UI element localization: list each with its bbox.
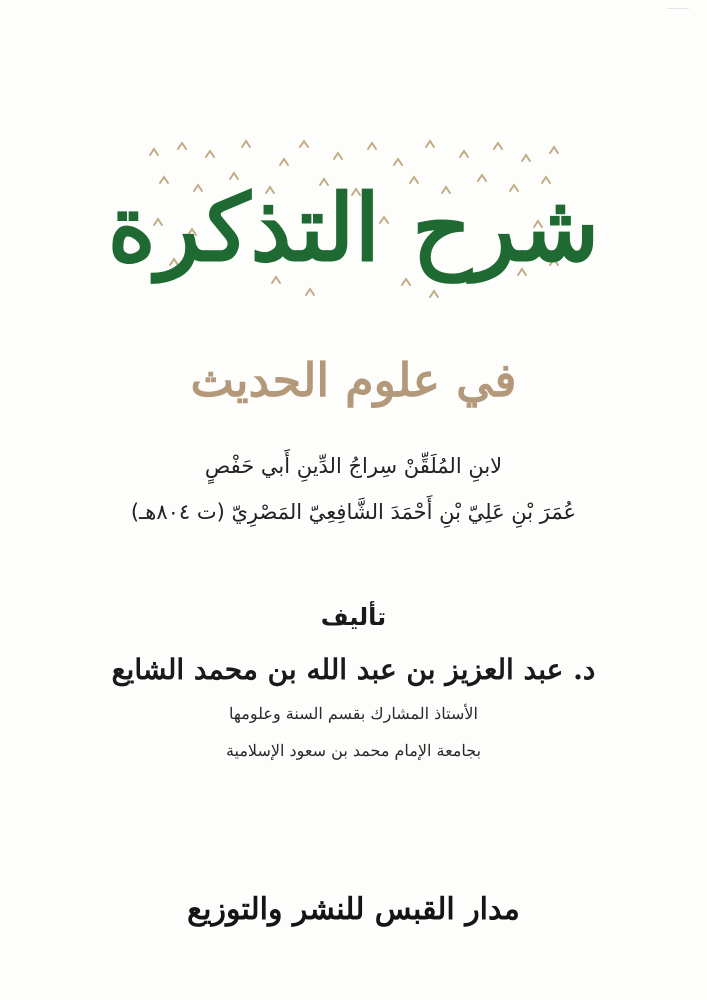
authorship-label: تأليف [320,603,387,631]
editor-position: الأستاذ المشارك بقسم السنة وعلومها [229,704,478,723]
original-author-line-2: عُمَرَ بْنِ عَلِيّ بْنِ أَحْمَدَ الشَّافِعِيّ المَصْرِيّ (ت ٨٠٤هـ) [130,500,577,524]
scan-corner-mark [667,0,689,9]
editor-name: د. عبد العزيز بن عبد الله بن محمد الشايع [111,653,596,686]
editor-institution: بجامعة الإمام محمد بن سعود الإسلامية [225,741,482,760]
publisher-name: مدار القبس للنشر والتوزيع [187,892,520,927]
original-author-line-1: لابنِ المُلَقِّنْ سِراجُ الدِّينِ أَبي حَفْصٍ [204,454,503,478]
book-title: شرح التذكرة [107,174,600,282]
book-subtitle: في علوم الحديث [190,353,517,407]
